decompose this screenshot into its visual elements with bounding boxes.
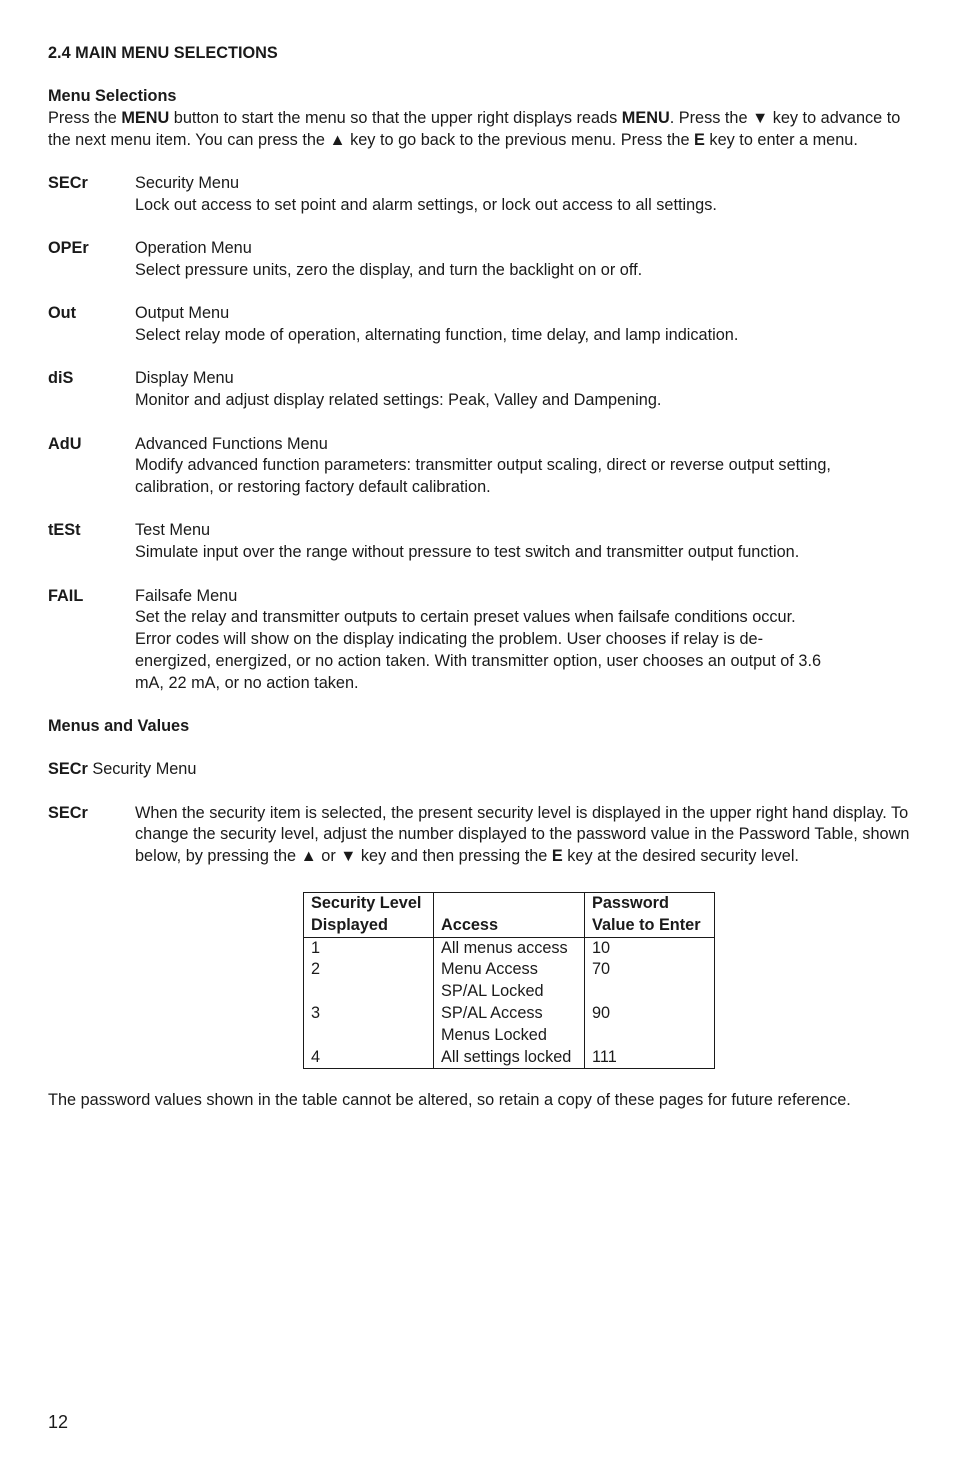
menu-code: OPEr <box>48 239 89 258</box>
secr-label-text: Security Menu <box>87 760 197 779</box>
menu-code: AdU <box>48 434 82 453</box>
menu-entry-dis <box>48 368 918 412</box>
menu-entry-oper <box>48 238 918 282</box>
intro-run: button to start the menu so that the upper right displays reads <box>169 109 622 128</box>
menu-list <box>48 173 918 694</box>
cell-access: Menus Locked <box>434 1025 585 1047</box>
intro-run: key to enter a menu. <box>704 130 858 149</box>
header-security-level: Security Level Displayed <box>304 893 434 938</box>
secr-item <box>48 803 918 868</box>
menu-description: Select pressure units, zero the display, and turn the backlight on or off. <box>135 261 643 280</box>
secr-desc-run: E <box>551 847 563 866</box>
intro-run: . Press the ▼ key to advance to the next menu item. You can press the ▲ key to go back to the previous menu. Press the <box>48 109 901 149</box>
menu-entry-out <box>48 303 918 347</box>
menu-description: Set the relay and transmitter outputs to certain preset values when failsafe conditions occur. Error codes will show on the display indicating the problem. User chooses if relay is de-energized, energized, or no action taken. With transmitter option, user chooses an output of 3.6 mA, 22 mA, or no action taken. <box>135 608 822 692</box>
section-title: 2.4 MAIN MENU SELECTIONS <box>48 44 278 62</box>
menu-body <box>135 520 835 564</box>
manual-page <box>48 43 918 1112</box>
menu-entry-adu <box>48 434 918 499</box>
menu-description: Lock out access to set point and alarm settings, or lock out access to all settings. <box>135 195 717 214</box>
cell-security-level: 3 <box>304 1003 434 1025</box>
table-row <box>304 981 715 1003</box>
menu-code: tESt <box>48 521 81 540</box>
menu-description: Monitor and adjust display related settings: Peak, Valley and Dampening. <box>135 391 662 410</box>
menu-body <box>135 303 835 347</box>
menu-description: Select relay mode of operation, alternating function, time delay, and lamp indication. <box>135 326 739 345</box>
header-access: Access <box>434 893 585 938</box>
password-table <box>303 892 715 1069</box>
table-row <box>304 959 715 981</box>
cell-access: SP/AL Locked <box>434 981 585 1003</box>
secr-security-menu-label <box>48 759 918 781</box>
intro-run: MENU <box>621 109 670 128</box>
menu-code: Out <box>48 304 77 323</box>
table-row <box>304 1003 715 1025</box>
intro-run: E <box>694 130 705 149</box>
menu-entry-test <box>48 520 918 564</box>
secr-label-code: SECr <box>48 760 88 779</box>
cell-password-value <box>585 981 715 1003</box>
secr-item-code: SECr <box>48 803 88 822</box>
menu-entry-secr <box>48 173 918 217</box>
menu-selections-intro <box>48 108 918 152</box>
cell-security-level <box>304 981 434 1003</box>
menu-title: Security Menu <box>135 174 240 193</box>
secr-item-description <box>135 803 915 868</box>
menu-title: Failsafe Menu <box>135 586 238 605</box>
cell-access: Menu Access <box>434 959 585 981</box>
cell-security-level: 2 <box>304 959 434 981</box>
table-row <box>304 1047 715 1069</box>
menu-body <box>135 238 835 282</box>
cell-security-level: 1 <box>304 937 434 959</box>
menu-title: Operation Menu <box>135 239 252 258</box>
secr-desc-run: key at the desired security level. <box>562 847 799 866</box>
cell-access: All menus access <box>434 937 585 959</box>
table-row <box>304 937 715 959</box>
cell-password-value: 70 <box>585 959 715 981</box>
password-table-wrap <box>303 892 918 1069</box>
menu-title: Test Menu <box>135 521 211 540</box>
cell-password-value: 90 <box>585 1003 715 1025</box>
menu-code: SECr <box>48 174 88 193</box>
menu-body <box>135 586 835 695</box>
cell-password-value: 10 <box>585 937 715 959</box>
intro-run: Press the <box>48 109 122 128</box>
menu-body <box>135 173 835 217</box>
header-password-value: Password Value to Enter <box>585 893 715 938</box>
cell-password-value <box>585 1025 715 1047</box>
menu-selections-heading: Menu Selections <box>48 87 177 106</box>
menu-description: Simulate input over the range without pressure to test switch and transmitter output function. <box>135 543 800 562</box>
menu-body <box>135 434 835 499</box>
menus-and-values-heading: Menus and Values <box>48 717 190 736</box>
cell-access: All settings locked <box>434 1047 585 1069</box>
page-number: 12 <box>48 1412 69 1432</box>
cell-security-level <box>304 1025 434 1047</box>
cell-access: SP/AL Access <box>434 1003 585 1025</box>
menu-entry-fail <box>48 586 918 695</box>
menu-title: Output Menu <box>135 304 230 323</box>
password-table-header-row <box>304 893 715 938</box>
cell-password-value: 111 <box>585 1047 715 1069</box>
menu-code: FAIL <box>48 586 84 605</box>
table-row <box>304 1025 715 1047</box>
menu-title: Advanced Functions Menu <box>135 434 328 453</box>
menu-code: diS <box>48 369 74 388</box>
intro-run: MENU <box>121 109 170 128</box>
menu-title: Display Menu <box>135 369 234 388</box>
menu-body <box>135 368 835 412</box>
secr-desc-run: When the security item is selected, the present security level is displayed in the upper right hand display. To change the security level, adjust the number displayed to the password value in the Password Table, shown below, by pressing the ▲ or ▼ key and then pressing the <box>135 803 910 866</box>
footnote: The password values shown in the table cannot be altered, so retain a copy of these pages for future reference. <box>48 1091 851 1110</box>
menu-description: Modify advanced function parameters: transmitter output scaling, direct or reverse output setting, calibration, or restoring factory default calibration. <box>135 456 831 497</box>
cell-security-level: 4 <box>304 1047 434 1069</box>
